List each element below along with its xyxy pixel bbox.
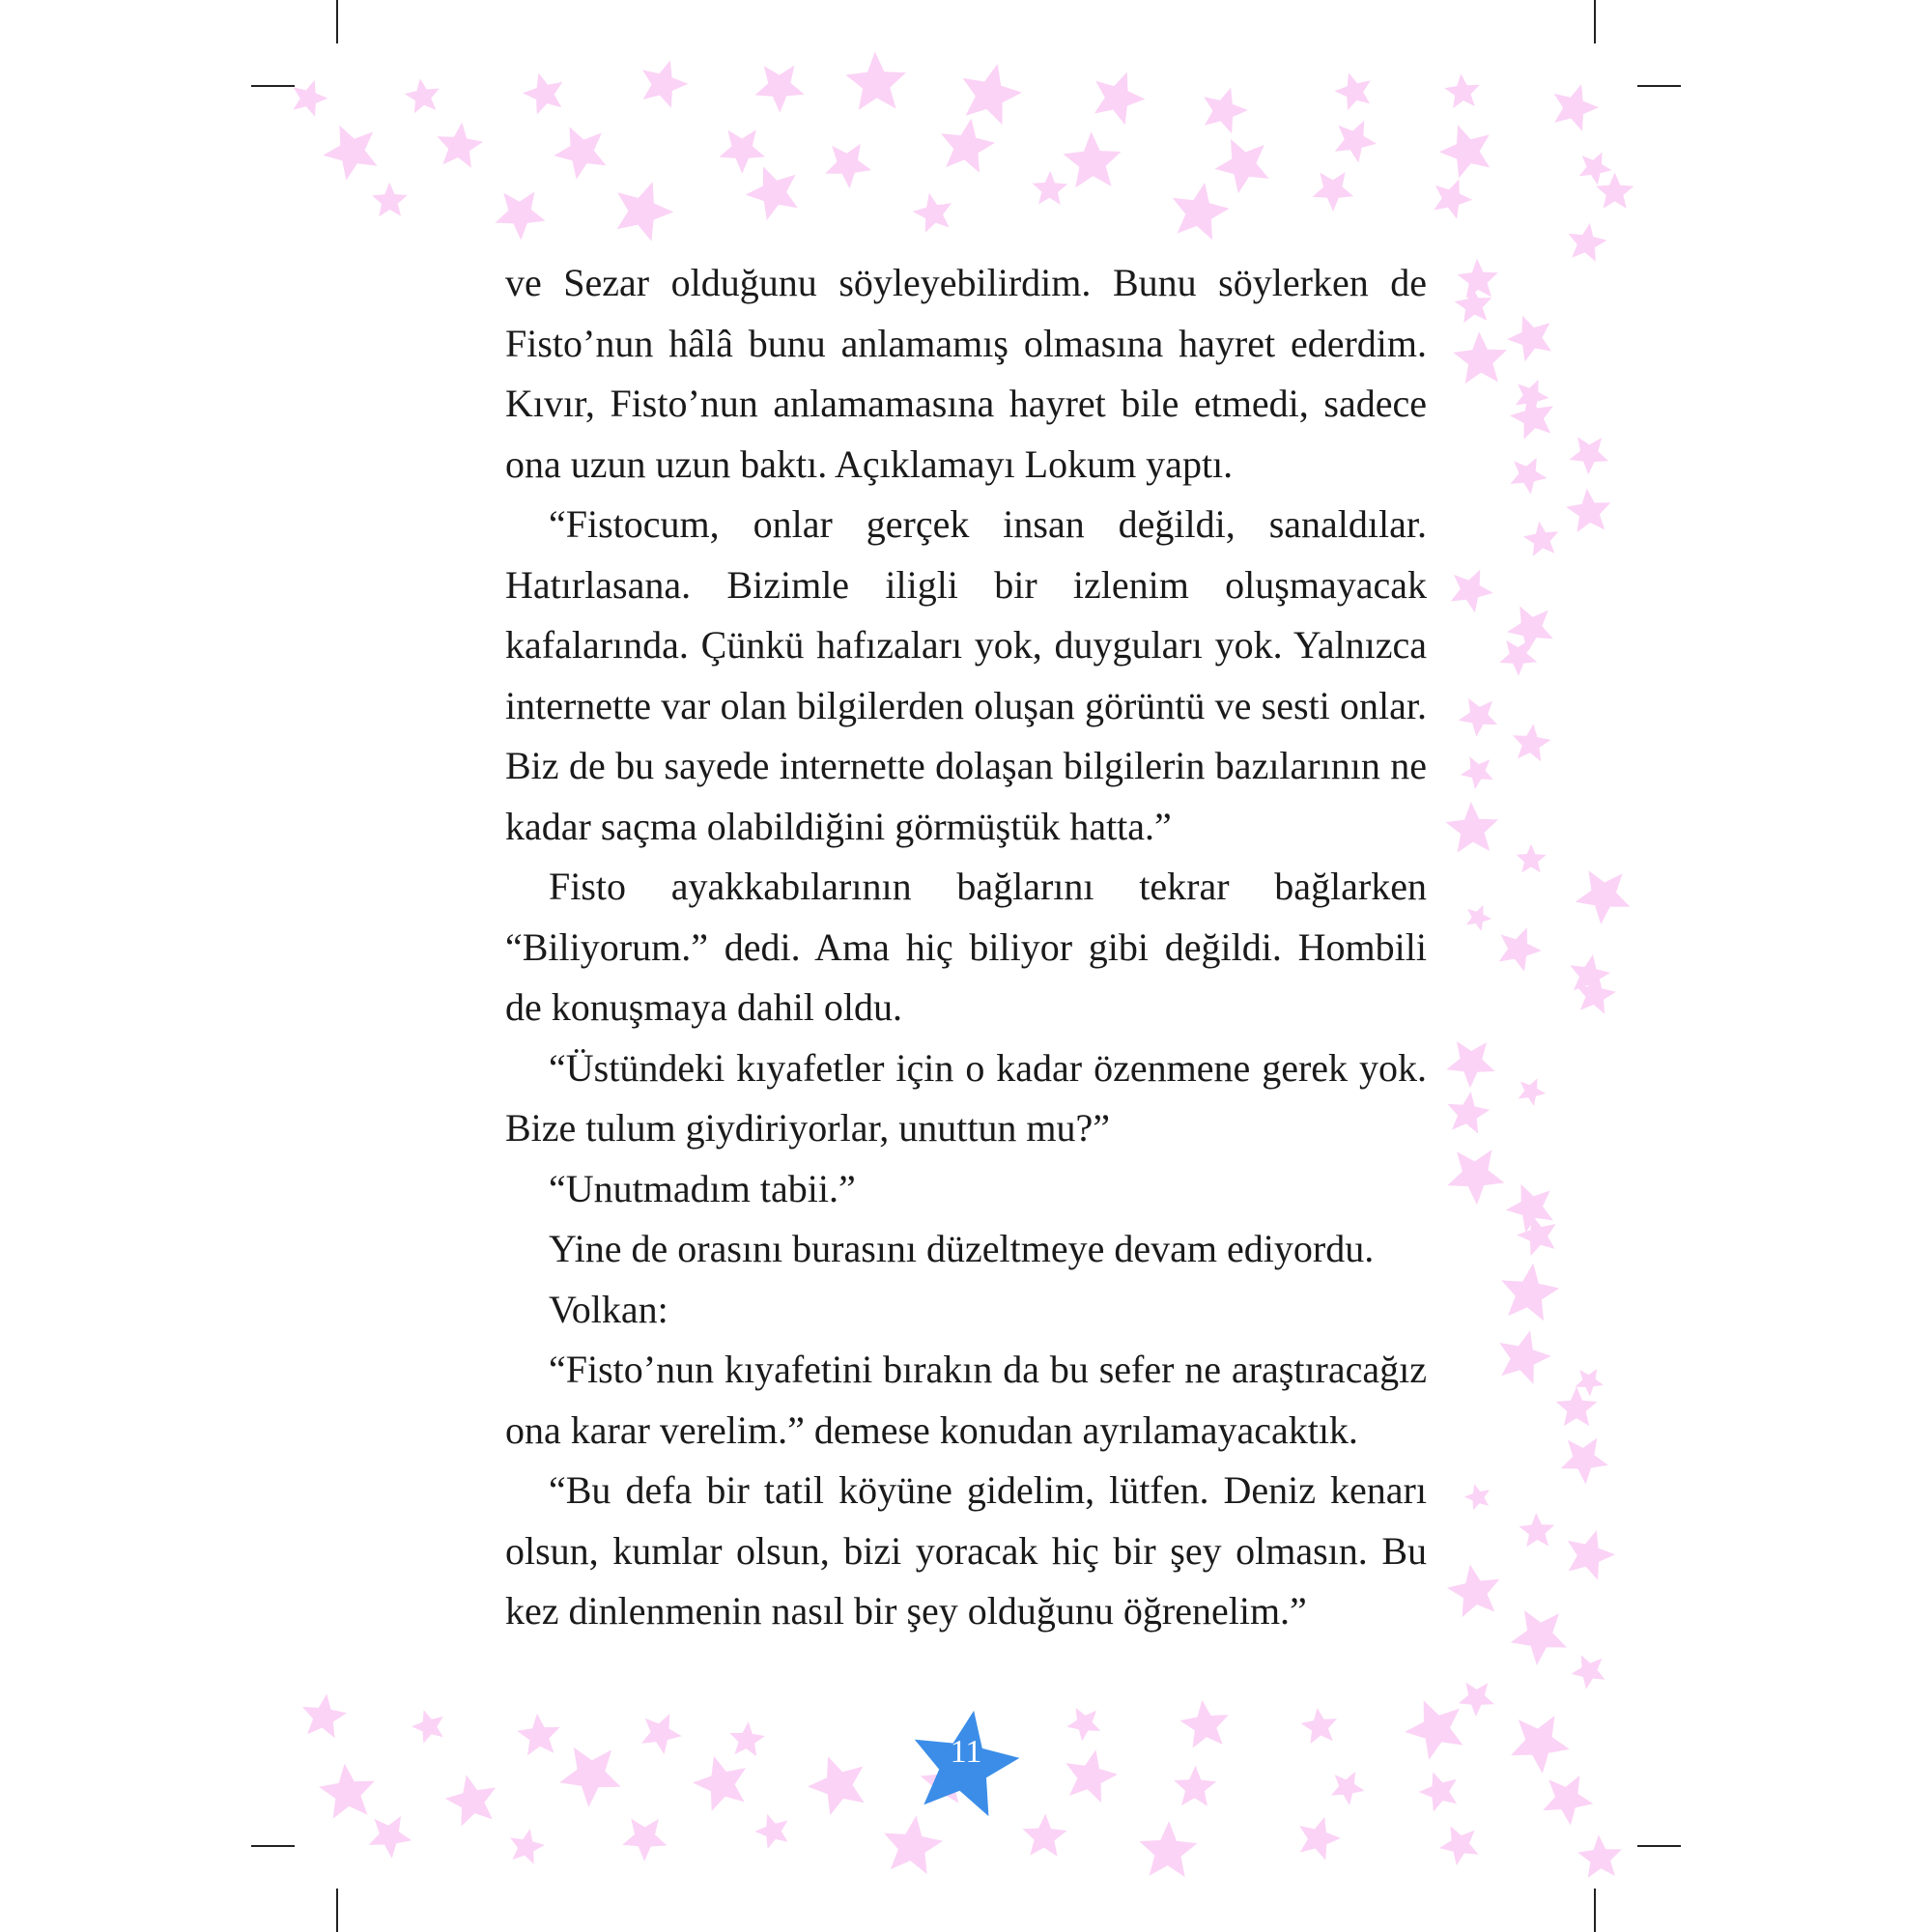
decorative-star xyxy=(445,1775,496,1826)
decorative-star xyxy=(1139,1821,1197,1877)
decorative-star xyxy=(523,73,562,115)
crop-mark xyxy=(251,85,295,87)
crop-mark xyxy=(336,1889,338,1932)
decorative-star xyxy=(1459,1683,1494,1717)
decorative-star xyxy=(1511,1716,1570,1774)
decorative-star xyxy=(1499,927,1542,972)
crop-mark xyxy=(1637,85,1681,87)
paragraph: ve Sezar olduğunu söyleyebilirdim. Bunu söylerken de Fisto’nun hâlâ bunu anlamamış olmasına hayret ederdim. Kıvır, Fisto’nun anlamamasına hayret bile etmedi, sadece ona uzun uzun baktı. Açıklamayı Lokum yaptı. xyxy=(505,261,1427,486)
decorative-star xyxy=(1568,223,1606,262)
decorative-star xyxy=(1447,1092,1490,1134)
decorative-star xyxy=(1447,1565,1499,1618)
decorative-star xyxy=(323,126,377,181)
decorative-star xyxy=(1334,72,1370,110)
decorative-star xyxy=(517,1714,559,1755)
decorative-star xyxy=(808,1756,865,1815)
decorative-star xyxy=(1466,905,1492,931)
decorative-star xyxy=(884,1816,943,1875)
decorative-star xyxy=(1335,121,1377,163)
decorative-star xyxy=(1506,1184,1553,1233)
decorative-star xyxy=(729,1721,765,1756)
decorative-star xyxy=(1173,183,1230,240)
decorative-star xyxy=(1499,1330,1551,1383)
decorative-star xyxy=(1519,1078,1547,1106)
decorative-star xyxy=(1511,1610,1567,1665)
paragraph: Volkan: xyxy=(549,1287,668,1331)
decorative-star xyxy=(1331,1772,1365,1805)
decorative-star xyxy=(1519,1513,1554,1547)
decorative-star xyxy=(559,1747,621,1807)
decorative-star xyxy=(1577,1834,1622,1878)
paragraph: “Fistocum, onlar gerçek insan değildi, sanaldılar. Hatırlasana. Bizimle iligli bir izlenim oluşmayacak kafalarında. Çünkü hafızaları yok, duyguları yok. Yalnızca internette var olan bilgilerden oluşan görüntü ve sesti onlar. Biz de bu sayede internette dolaşan bilgilerin bazılarının ne kadar saçma olabildiğini görmüştük hatta.” xyxy=(505,502,1427,848)
decorative-star xyxy=(1451,570,1493,613)
decorative-star xyxy=(412,1710,443,1744)
decorative-star xyxy=(405,78,440,113)
paragraph: “Unutmadım tabii.” xyxy=(549,1166,856,1210)
crop-mark xyxy=(1594,0,1596,43)
decorative-star xyxy=(1301,1708,1338,1744)
decorative-star xyxy=(1568,1530,1615,1579)
decorative-star xyxy=(1510,458,1547,495)
decorative-star xyxy=(1419,1772,1458,1811)
decorative-star xyxy=(1510,395,1553,440)
decorative-star xyxy=(622,1819,667,1861)
decorative-star xyxy=(1446,1041,1494,1089)
decorative-star xyxy=(438,123,484,168)
page-number-badge xyxy=(908,1710,1024,1816)
decorative-star xyxy=(754,66,804,113)
crop-mark xyxy=(1637,1845,1681,1847)
decorative-star xyxy=(1458,259,1498,298)
decorative-star xyxy=(1204,88,1248,134)
decorative-star xyxy=(1174,1766,1216,1806)
decorative-star xyxy=(1461,756,1493,789)
decorative-star xyxy=(1023,1814,1067,1857)
decorative-star xyxy=(372,183,408,216)
paragraph: Fisto ayakkabılarının bağlarını tekrar bağlarken “Biliyorum.” dedi. Ama hiç biliyor gibi değildi. Hombili de konuşmaya dahil oldu. xyxy=(505,865,1427,1029)
decorative-star xyxy=(1596,173,1634,209)
decorative-star xyxy=(641,1714,682,1754)
crop-mark xyxy=(336,0,338,43)
decorative-star xyxy=(1453,331,1507,384)
decorative-star xyxy=(1464,1484,1490,1510)
decorative-star xyxy=(1561,1438,1608,1485)
page-number: 11 xyxy=(950,1734,982,1770)
decorative-star xyxy=(1523,522,1559,556)
decorative-star xyxy=(496,191,546,240)
decorative-star xyxy=(1065,1749,1118,1803)
decorative-star xyxy=(1299,1817,1341,1861)
decorative-star xyxy=(693,1756,746,1811)
decorative-star xyxy=(510,1829,545,1864)
decorative-star xyxy=(294,80,328,117)
decorative-star xyxy=(1554,84,1600,131)
crop-mark xyxy=(1594,1889,1596,1932)
decorative-star xyxy=(1033,171,1068,205)
decorative-star xyxy=(1570,437,1609,474)
decorative-star xyxy=(1576,1369,1604,1396)
body-text xyxy=(505,253,1427,1642)
decorative-star xyxy=(963,64,1023,125)
decorative-star xyxy=(941,119,995,173)
decorative-star xyxy=(1444,73,1480,108)
decorative-star xyxy=(1313,172,1354,212)
crop-mark xyxy=(251,1845,295,1847)
decorative-star xyxy=(1434,180,1472,219)
decorative-star xyxy=(1405,1700,1463,1760)
decorative-star xyxy=(1543,1776,1593,1826)
paragraph: “Bu defa bir tatil köyüne gidelim, lütfen. Deniz kenarı olsun, kumlar olsun, bizi yoracak hiç bir şey olmasın. Bu kez dinlenmenin nasıl bir şey olduğunu öğrenelim.” xyxy=(505,1468,1427,1633)
decorative-star xyxy=(1571,1655,1605,1689)
decorative-star xyxy=(746,166,798,220)
decorative-star xyxy=(554,127,606,180)
decorative-star xyxy=(720,129,766,173)
decorative-star xyxy=(1501,1264,1559,1321)
decorative-star xyxy=(1445,802,1498,853)
decorative-star xyxy=(617,182,674,242)
decorative-star xyxy=(1180,1700,1229,1748)
decorative-star xyxy=(913,193,952,233)
decorative-star xyxy=(1439,1826,1479,1865)
decorative-star xyxy=(1447,1150,1504,1205)
decorative-star xyxy=(319,1764,375,1819)
paragraph: “Fisto’nun kıyafetini bırakın da bu sefer ne araştıracağız ona karar verelim.” demese konudan ayrılamayacaktık. xyxy=(505,1348,1427,1452)
decorative-star xyxy=(1459,698,1498,737)
paragraph: “Üstündeki kıyafetler için o kadar özenmene gerek yok. Bize tulum giydiriyorlar, unuttun mu?” xyxy=(505,1045,1427,1150)
decorative-star xyxy=(1214,139,1268,193)
decorative-star xyxy=(642,60,688,107)
decorative-star xyxy=(1517,844,1547,873)
decorative-star xyxy=(1513,724,1551,761)
decorative-star xyxy=(825,144,871,189)
decorative-star xyxy=(1576,870,1631,924)
decorative-star xyxy=(1063,131,1121,187)
decorative-star xyxy=(1579,152,1612,185)
decorative-star xyxy=(754,1814,787,1849)
decorative-star xyxy=(1066,1708,1100,1742)
decorative-star xyxy=(1507,316,1551,362)
decorative-star xyxy=(1439,125,1491,178)
decorative-star xyxy=(1517,1215,1555,1256)
decorative-star xyxy=(1566,489,1611,532)
decorative-star xyxy=(369,1816,412,1859)
decorative-star xyxy=(1094,72,1146,126)
paragraph: Yine de orasını burasını düzeltmeye devam ediyordu. xyxy=(549,1227,1375,1270)
decorative-star xyxy=(845,52,906,110)
decorative-star xyxy=(302,1693,347,1738)
